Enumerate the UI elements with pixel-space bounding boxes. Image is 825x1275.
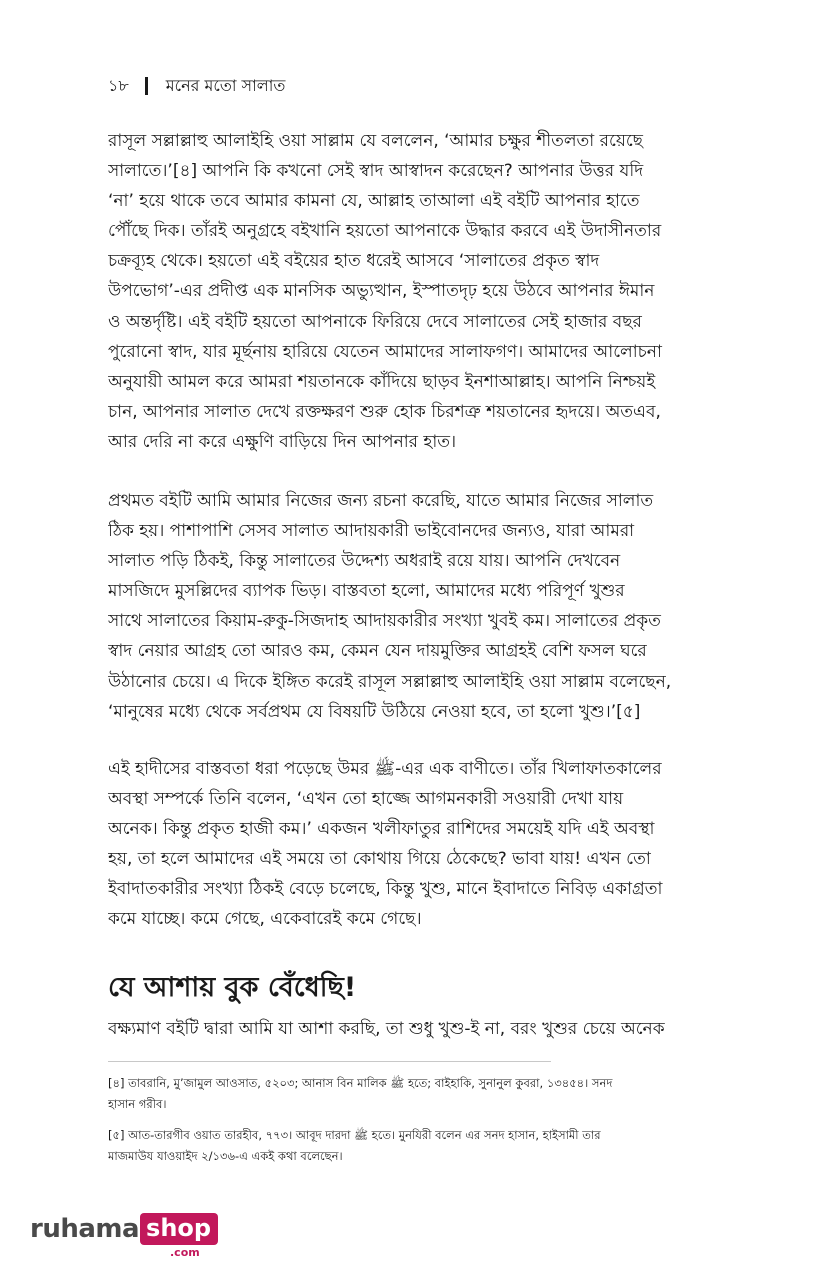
text-line: সালাতে।’[৪] আপনি কি কখনো সেই স্বাদ আস্বাদন করেছেন? আপনার উত্তর যদি [108,161,644,182]
page-number: ১৮ [108,75,129,95]
logo-domain-suffix: .com [170,1246,200,1259]
paragraph-1 [108,126,714,457]
text-line: ঠিক হয়। পাশাপাশি সেসব সালাত আদায়কারী ভাইবোনদের জন্যও, যারা আমরা [108,521,635,542]
text-line: ‘না’ হয়ে থাকে তবে আমার কামনা যে, আল্লাহ তাআলা এই বইটি আপনার হাতে [108,191,640,212]
text-line: ‘মানুষের মধ্যে থেকে সর্বপ্রথম যে বিষয়টি উঠিয়ে নেওয়া হবে, তা হলো খুশু।’[৫] [108,701,641,722]
footnote-line: মাজমাউয যাওয়াইদ ২/১৩৬-এ একই কথা বলেছেন। [108,1149,343,1163]
running-header [108,74,285,98]
text-line: হয়, তা হলে আমাদের এই সময়ে তা কোথায় গিয়ে ঠেকেছে? ভাবা যায়! এখন তো [108,849,651,870]
paragraph-2 [108,486,714,727]
text-line: চান, আপনার সালাত দেখে রক্তক্ষরণ শুরু হোক চিরশত্রু শয়তানের হৃদয়ে। অতএব, [108,401,661,422]
footnote-line: [৪] তাবরানি, মু’জামুল আওসাত, ৫২০৩; আনাস বিন মালিক ﷺ হতে; বাইহাকি, সুনানুল কুবরা, ১৩৪৫৪। সনদ [108,1076,613,1090]
text-line: পুরোনো স্বাদ, যার মূর্ছনায় হারিয়ে যেতেন আমাদের সালাফগণ। আমাদের আলোচনা [108,341,662,362]
section-first-paragraph [108,1014,714,1044]
text-line: আর দেরি না করে এক্ষুণি বাড়িয়ে দিন আপনার হাত। [108,431,457,452]
text-line: চক্রব্যূহ থেকে। হয়তো এই বইয়ের হাত ধরেই আসবে ‘সালাতের প্রকৃত স্বাদ [108,251,600,272]
text-line: সালাত পড়ি ঠিকই, কিন্তু সালাতের উদ্দেশ্য অধরাই রয়ে যায়। আপনি দেখবেন [108,551,621,572]
text-line: অনেক। কিন্তু প্রকৃত হাজী কম।’ একজন খলীফাতুর রাশিদের সময়েই যদি এই অবস্থা [108,819,655,840]
text-line: ও অন্তর্দৃষ্টি। এই বইটি হয়তো আপনাকে ফিরিয়ে দেবে সালাতের সেই হাজার বছর [108,311,642,332]
text-line: রাসূল সল্লাল্লাহু আলাইহি ওয়া সাল্লাম যে বললেন, ‘আমার চক্ষুর শীতলতা রয়েছে [108,131,643,151]
footnote-line: হাসান গরীব। [108,1097,167,1111]
text-line: প্রথমত বইটি আমি আমার নিজের জন্য রচনা করেছি, যাতে আমার নিজের সালাত [108,491,654,511]
section-heading: যে আশায় বুক বেঁধেছি! [108,972,357,1003]
text-line: পৌঁছে দিক। তাঁরই অনুগ্রহে বইখানি হয়তো আপনাকে উদ্ধার করবে এই উদাসীনতার [108,221,662,242]
footnote-5 [108,1125,714,1167]
text-line: সাথে সালাতের কিয়াম-রুকু-সিজদাহ আদায়কারীর সংখ্যা খুবই কম। সালাতের প্রকৃত [108,611,661,632]
text-line: উঠানোর চেয়ে। এ দিকে ইঙ্গিত করেই রাসূল সল্লাল্লাহু আলাইহি ওয়া সাল্লাম বলেছেন, [108,671,672,692]
text-line: উপভোগ’-এর প্রদীপ্ত এক মানসিক অভ্যুত্থান, ইস্পাতদৃঢ় হয়ে উঠবে আপনার ঈমান [108,281,655,302]
text-line: মাসজিদে মুসল্লিদের ব্যাপক ভিড়। বাস্তবতা হলো, আমাদের মধ্যে পরিপূর্ণ খুশুর [108,581,625,602]
text-line: স্বাদ নেয়ার আগ্রহ তো আরও কম, কেমন যেন দায়মুক্তির আগ্রহই বেশি ফসল ঘরে [108,641,647,662]
running-title: মনের মতো সালাত [165,75,286,95]
text-line: এই হাদীসের বাস্তবতা ধরা পড়েছে উমর ﷺ-এর এক বাণীতে। তাঁর খিলাফাতকালের [108,759,662,779]
header-divider [145,77,148,95]
footnote-4 [108,1073,714,1115]
logo-shop-badge: shop [140,1213,218,1245]
text-line: অনুযায়ী আমল করে আমরা শয়তানকে কাঁদিয়ে ছাড়ব ইনশাআল্লাহ। আপনি নিশ্চয়ই [108,371,656,392]
text-line: অবস্থা সম্পর্কে তিনি বলেন, ‘এখন তো হাজ্জে আগমনকারী সওয়ারী দেখা যায় [108,789,624,810]
logo-wordmark: ruhama [30,1214,140,1244]
publisher-logo [30,1212,218,1259]
text-line: কমে যাচ্ছে। কমে গেছে, একেবারেই কমে গেছে। [108,909,422,930]
text-line: বক্ষ্যমাণ বইটি দ্বারা আমি যা আশা করছি, তা শুধু খুশু-ই না, বরং খুশুর চেয়ে অনেক [108,1019,665,1039]
footnote-divider [108,1061,551,1062]
paragraph-3 [108,754,714,935]
footnote-line: [৫] আত-তারগীব ওয়াত তারহীব, ৭৭৩। আবূদ দারদা ﷺ হতে। মুনযিরী বলেন এর সনদ হাসান, হাইসামী তার [108,1128,601,1142]
text-line: ইবাদাতকারীর সংখ্যা ঠিকই বেড়ে চলেছে, কিন্তু খুশু, মানে ইবাদাতে নিবিড় একাগ্রতা [108,879,663,900]
